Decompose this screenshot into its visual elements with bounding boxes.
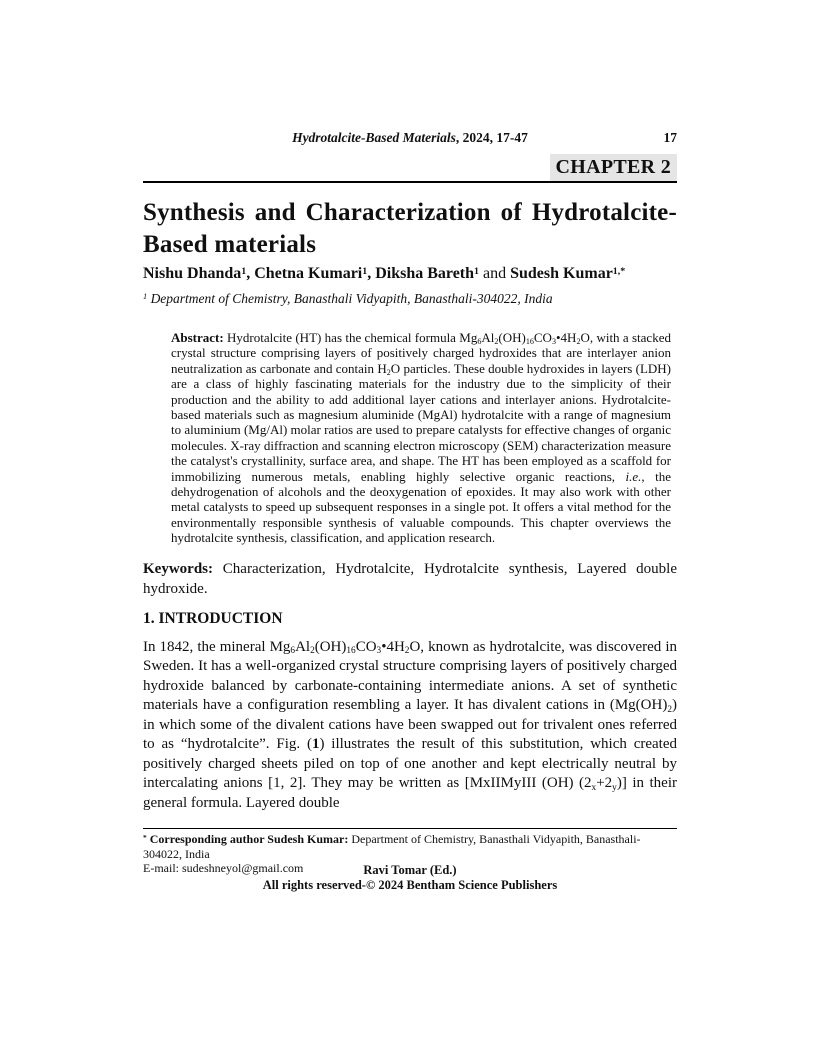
header-rule <box>143 181 677 183</box>
corresponding-author-email: E-mail: sudeshneyol@gmail.com <box>143 861 304 875</box>
authors-line: Nishu Dhanda$^1$, Chetna Kumari$^1$, Diksha Bareth$^1$ and Sudesh Kumar$^{1,*}$ <box>143 265 626 282</box>
text-column <box>143 0 677 813</box>
chapter-row <box>143 154 677 181</box>
affiliation-line: $^1$ Department of Chemistry, Banasthali Vidyapith, Banasthali-304022, India <box>143 291 553 306</box>
running-head: Hydrotalcite-Based Materials, 2024, 17-47 <box>292 130 528 145</box>
running-head-row <box>143 0 677 146</box>
abstract-paragraph: Abstract: Hydrotalcite (HT) has the chemical formula $Mg_6Al_2(OH)_{16}CO_3•4H_2O$, with a stacked crystal structure comprising layers of positively charged hydroxides that are interlayer anion neutralization as carbonate and contain $H_2O$ particles. These double hydroxides in layers (LDH) are a class of highly fascinating materials for the industry due to the simplicity of their production and the ability to add additional layer cations and interlayer anions. Hydrotalcite-based materials such as magnesium aluminide (MgAl) hydrotalcite with a range of magnesium to aluminium (Mg/Al) molar ratios are used to prepare catalysts for effective changes of organic molecules. X-ray diffraction and scanning electron microscopy (SEM) characterization measure the catalyst's crystallinity, surface area, and shape. The HT has been employed as a scaffold for immobilizing numerous metals, enabling highly selective organic reactions, i.e., the dehydrogenation of alcohols and the deoxygenation of epoxides. It may also work with other metal catalysts to speed up subsequent responses in a single pot. It offers a vital method for the environmentally responsible synthesis of valuable compounds. This chapter overviews the hydrotalcite synthesis, classification, and application research. <box>171 330 671 546</box>
footer-editor: Ravi Tomar (Ed.) <box>363 863 457 877</box>
article-title: Synthesis and Characterization of Hydrotalcite-Based materials <box>143 199 677 258</box>
section-heading-introduction: 1. INTRODUCTION <box>143 609 283 627</box>
footnote-rule <box>143 828 677 829</box>
page-number: 17 <box>663 130 677 145</box>
page-footer <box>143 863 677 892</box>
keywords-line: Keywords: Characterization, Hydrotalcite, Hydrotalcite synthesis, Layered double hydroxide. <box>143 560 677 597</box>
introduction-paragraph: In 1842, the mineral $Mg_6Al_2(OH)_{16}CO_3•4H_2O$, known as hydrotalcite, was discovered in Sweden. It has a well-organized crystal structure comprising layers of positively charged hydroxide balanced by carbonate-containing intermediate anions. A set of synthetic materials have a configuration resembling a layer. It has divalent cations in $(Mg(OH)_2)$ in which some of the divalent cations have been swapped out for trivalent ones referred to as “hydrotalcite”. Fig. (1) illustrates the result of this substitution, which created positively charged sheets piled on top of one another and kept electrically neutral by intercalating anions [1, 2]. They may be written as [MxIIMyIII (OH) $(2_x+2_y)$] in their general formula. Layered double <box>143 638 677 811</box>
chapter-badge: CHAPTER 2 <box>550 154 677 181</box>
corresponding-author-note: * Corresponding author Sudesh Kumar: Department of Chemistry, Banasthali Vidyapith, Banasthali-304022, India <box>143 832 641 861</box>
footer-rights: All rights reserved-© 2024 Bentham Science Publishers <box>262 877 558 892</box>
